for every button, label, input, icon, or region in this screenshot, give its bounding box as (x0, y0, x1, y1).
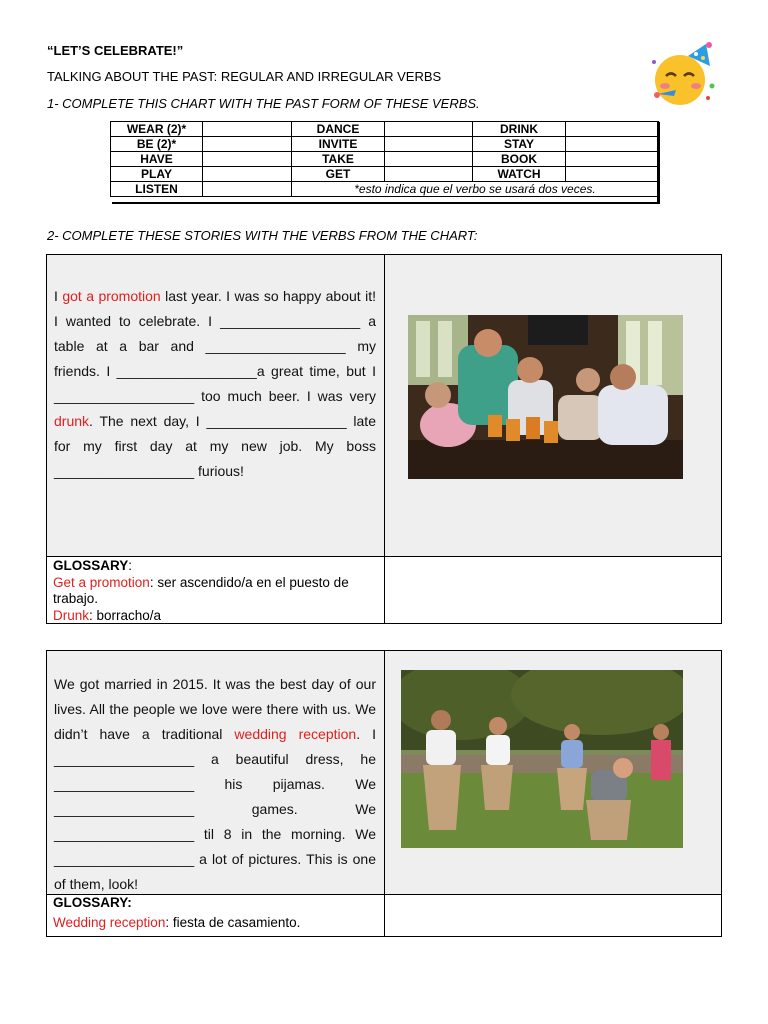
verb-cell: GET (292, 167, 385, 182)
worksheet-subtitle: TALKING ABOUT THE PAST: REGULAR AND IRREGULAR VERBS (47, 69, 442, 84)
story-2-glossary (53, 895, 379, 931)
answer-cell[interactable] (203, 182, 292, 197)
question-2: 2- COMPLETE THESE STORIES WITH THE VERBS FROM THE CHART: (47, 228, 478, 243)
answer-cell[interactable] (385, 122, 473, 137)
sack-race-photo-icon (401, 670, 683, 848)
verb-cell: HAVE (111, 152, 203, 167)
verb-cell: DANCE (292, 122, 385, 137)
answer-cell[interactable] (385, 152, 473, 167)
answer-cell[interactable] (203, 167, 292, 182)
verb-cell: LISTEN (111, 182, 203, 197)
table-shadow-bottom (112, 202, 660, 204)
verb-cell: INVITE (292, 137, 385, 152)
question-1: 1- COMPLETE THIS CHART WITH THE PAST FORM OF THESE VERBS. (47, 96, 480, 111)
story-1-glossary: GLOSSARY: Get a promotion: ser ascendido/a en el puesto de trabajo. Drunk: borracho/a (53, 558, 349, 623)
table-row (111, 167, 659, 182)
answer-cell[interactable] (566, 152, 659, 167)
highlight-term: drunk (54, 413, 90, 429)
answer-cell[interactable] (203, 137, 292, 152)
answer-cell[interactable] (203, 122, 292, 137)
verb-cell: DRINK (473, 122, 566, 137)
verb-cell: BOOK (473, 152, 566, 167)
glossary-term: Get a promotion (53, 574, 150, 590)
answer-cell[interactable] (385, 137, 473, 152)
highlight-term: got a promotion (62, 288, 161, 304)
answer-cell[interactable] (566, 122, 659, 137)
table-row (111, 122, 659, 137)
table-row (111, 152, 659, 167)
verb-cell: TAKE (292, 152, 385, 167)
glossary-definition: : ser ascendido/a en el puesto de trabajo. (53, 574, 349, 606)
party-face-emoji-icon (648, 42, 720, 108)
story-2-blank-panel (384, 894, 722, 937)
friends-toasting-beer-photo-icon (408, 315, 683, 479)
highlight-term: wedding reception (234, 726, 357, 742)
verb-cell: STAY (473, 137, 566, 152)
verb-cell: PLAY (111, 167, 203, 182)
verb-cell: WEAR (2)* (111, 122, 203, 137)
glossary-term: Drunk (53, 607, 90, 623)
story-2-text: We got married in 2015. It was the best day of our lives. All the people we love were there with us. We didn’t have a traditional wedding reception. I __________________ a beautiful dress, he __________________ his pijamas. We __________________ games. We __________________ til 8 in the morning. We __________________ a lot of pictures. This is one of them, look! (54, 676, 377, 892)
story-1-text: I got a promotion last year. I was so happy about it! I wanted to celebrate. I __________________ a table at a bar and __________________ my friends. I __________________a great time, but I __________________ too much beer. I was very drunk. The next day, I __________________ late for my first day at my new job. My boss __________________ furious! (54, 288, 376, 479)
answer-cell[interactable] (203, 152, 292, 167)
worksheet-title: “LET’S CELEBRATE!” (47, 43, 184, 58)
answer-cell[interactable] (566, 167, 659, 182)
glossary-definition: : borracho/a (89, 607, 162, 623)
table-note: *esto indica que el verbo se usará dos veces. (292, 182, 659, 197)
story-1-blank-panel (384, 556, 722, 624)
table-row (111, 137, 659, 152)
glossary-title: GLOSSARY: (53, 895, 132, 910)
verb-cell: WATCH (473, 167, 566, 182)
glossary-definition: : fiesta de casamiento. (165, 914, 301, 930)
glossary-title: GLOSSARY (53, 558, 129, 573)
answer-cell[interactable] (566, 137, 659, 152)
verb-cell: BE (2)* (111, 137, 203, 152)
table-row (111, 182, 659, 197)
glossary-term: Wedding reception (53, 914, 166, 930)
answer-cell[interactable] (385, 167, 473, 182)
verb-chart (110, 121, 659, 197)
